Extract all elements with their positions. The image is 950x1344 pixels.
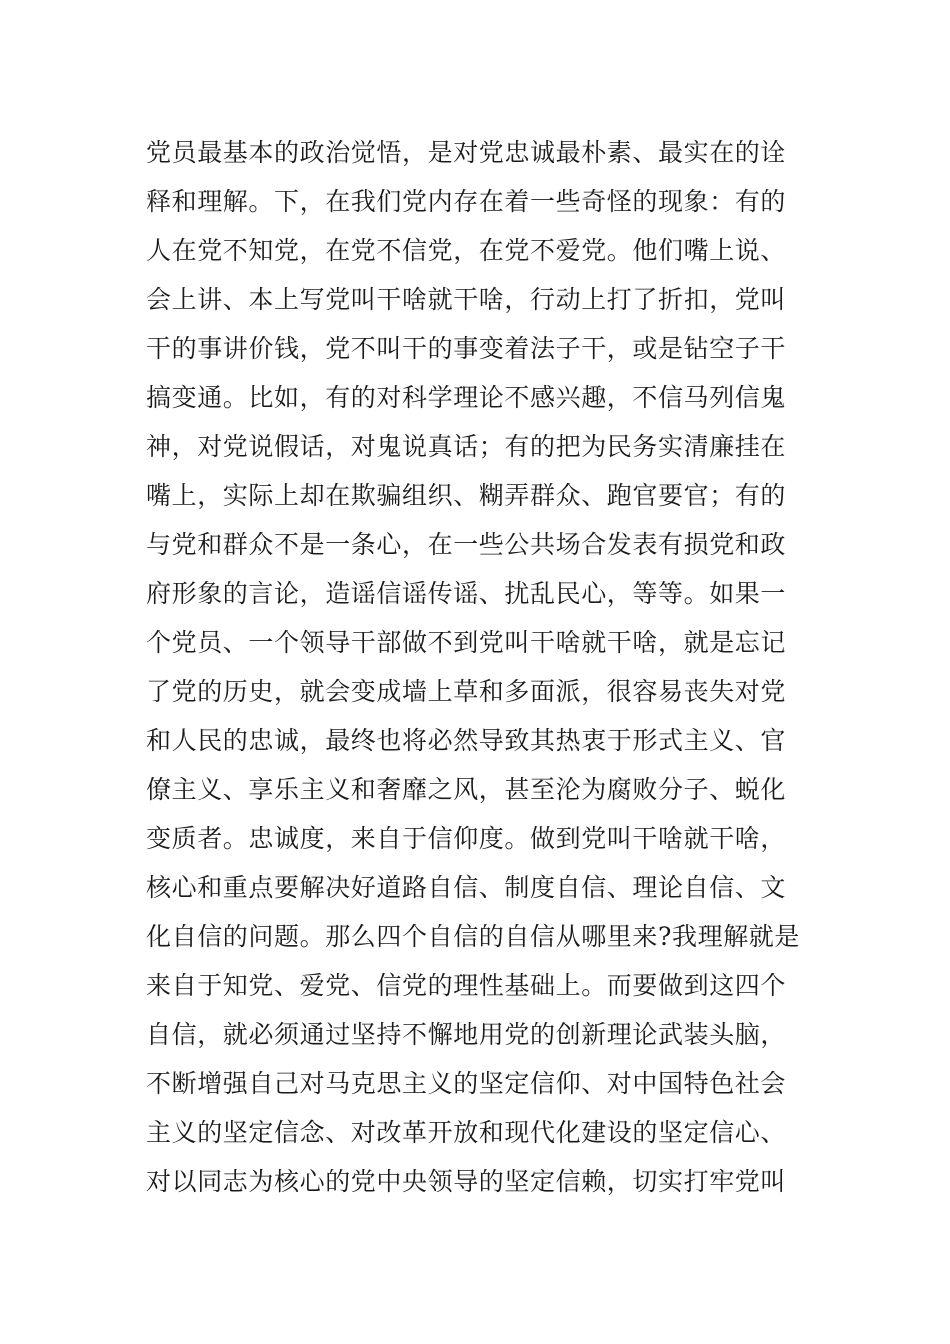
text-line: 府形象的言论，造谣信谣传谣、扰乱民心，等等。如果一 (146, 579, 787, 608)
text-line: 嘴上，实际上却在欺骗组织、糊弄群众、跑官要官；有的 (146, 481, 787, 510)
text-line: 了党的历史，就会变成墙上草和多面派，很容易丧失对党 (146, 677, 787, 706)
text-line: 变质者。忠诚度，来自于信仰度。做到党叫干啥就干啥， (146, 824, 787, 853)
text-line: 自信，就必须通过坚持不懈地用党的创新理论武装头脑， (146, 1020, 787, 1049)
text-line: 搞变通。比如，有的对科学理论不感兴趣，不信马列信鬼 (146, 383, 787, 412)
text-line: 神，对党说假话，对鬼说真话；有的把为民务实清廉挂在 (146, 432, 787, 461)
text-line: 对以同志为核心的党中央领导的坚定信赖，切实打牢党叫 (146, 1167, 787, 1196)
text-line: 核心和重点要解决好道路自信、制度自信、理论自信、文 (146, 873, 787, 902)
text-line: 不断增强自己对马克思主义的坚定信仰、对中国特色社会 (146, 1069, 787, 1098)
text-line: 化自信的问题。那么四个自信的自信从哪里来?我理解就是 (146, 922, 801, 951)
text-line: 与党和群众不是一条心，在一些公共场合发表有损党和政 (146, 530, 787, 559)
body-paragraph (146, 128, 946, 1206)
text-line: 会上讲、本上写党叫干啥就干啥，行动上打了折扣，党叫 (146, 285, 787, 314)
text-line: 来自于知党、爱党、信党的理性基础上。而要做到这四个 (146, 971, 787, 1000)
text-line: 个党员、一个领导干部做不到党叫干啥就干啥，就是忘记 (146, 628, 787, 657)
text-line: 人在党不知党，在党不信党，在党不爱党。他们嘴上说、 (146, 236, 787, 265)
text-line: 释和理解。下，在我们党内存在着一些奇怪的现象：有的 (146, 187, 787, 216)
text-line: 干的事讲价钱，党不叫干的事变着法子干，或是钻空子干 (146, 334, 787, 363)
text-line: 党员最基本的政治觉悟，是对党忠诚最朴素、最实在的诠 (146, 138, 787, 167)
text-line: 主义的坚定信念、对改革开放和现代化建设的坚定信心、 (146, 1118, 787, 1147)
text-line: 僚主义、享乐主义和奢靡之风，甚至沦为腐败分子、蜕化 (146, 775, 787, 804)
text-line: 和人民的忠诚，最终也将必然导致其热衷于形式主义、官 (146, 726, 787, 755)
